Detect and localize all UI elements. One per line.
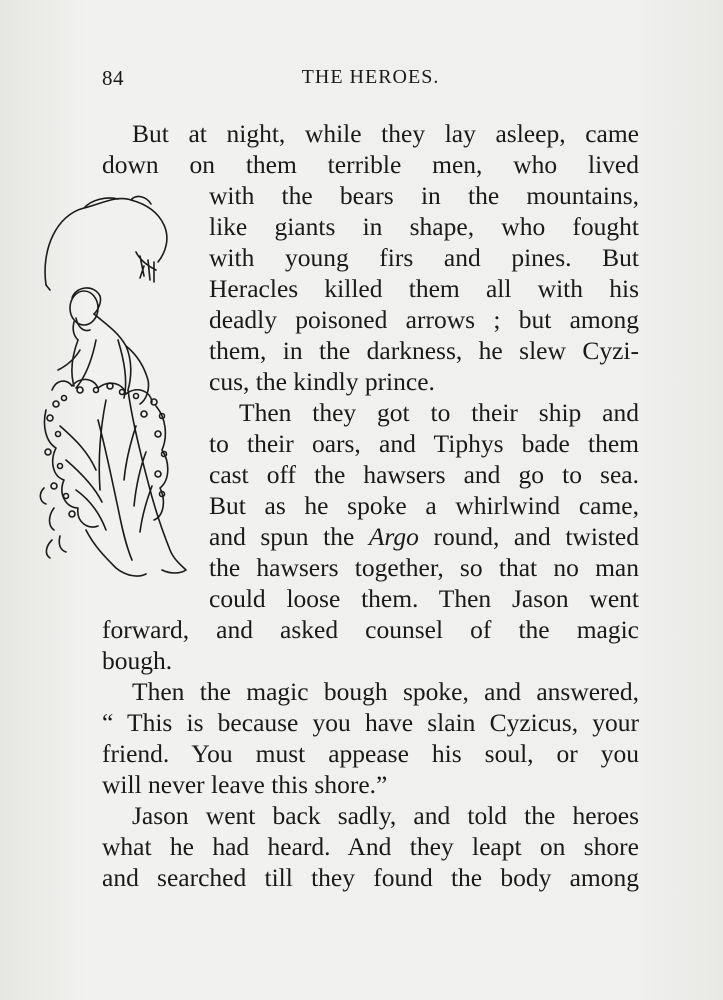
running-title: THE HEROES. [301,66,440,88]
text-line: Then they got to their ship and [239,398,639,427]
text-fragment: and spun the [209,522,369,551]
text-line: with young firs and pines. But [209,243,639,272]
text-line: Then the magic bough spoke, and answered, [132,677,639,706]
text-line: cast off the hawsers and go to sea. [209,460,639,489]
hero-gathering-boughs-illustration [36,190,196,590]
text-line: Heracles killed them all with his [209,274,639,303]
text-line: will never leave this shore.” [102,770,388,799]
page-header [102,66,639,100]
text-line: But at night, while they lay asleep, came [132,119,639,148]
text-line: them, in the darkness, he slew Cyzi- [209,336,639,365]
text-line: But as he spoke a whirlwind came, [209,491,639,520]
text-line: could loose them. Then Jason went [209,584,639,613]
text-line: cus, the kindly prince. [209,367,435,396]
text-line: the hawsers together, so that no man [209,553,639,582]
text-line: deadly poisoned arrows ; but among [209,305,639,334]
ship-name-italic: Argo [368,522,419,551]
text-line: like giants in shape, who fought [209,212,639,241]
text-line: forward, and asked counsel of the magic [102,615,639,644]
text-line: Jason went back sadly, and told the heroes [132,801,639,830]
text-line: to their oars, and Tiphys bade them [209,429,639,458]
text-line: down on them terrible men, who lived [102,150,639,179]
text-line: friend. You must appease his soul, or you [102,739,639,768]
text-line: bough. [102,646,173,675]
text-line: what he had heard. And they leapt on shore [102,832,639,861]
text-line: and searched till they found the body among [102,863,639,892]
text-fragment: round, and twisted [418,522,639,551]
page-number: 84 [102,66,124,90]
text-line: with the bears in the mountains, [209,181,639,210]
text-line [209,521,639,552]
text-line: “ This is because you have slain Cyzicus, your [102,708,639,737]
